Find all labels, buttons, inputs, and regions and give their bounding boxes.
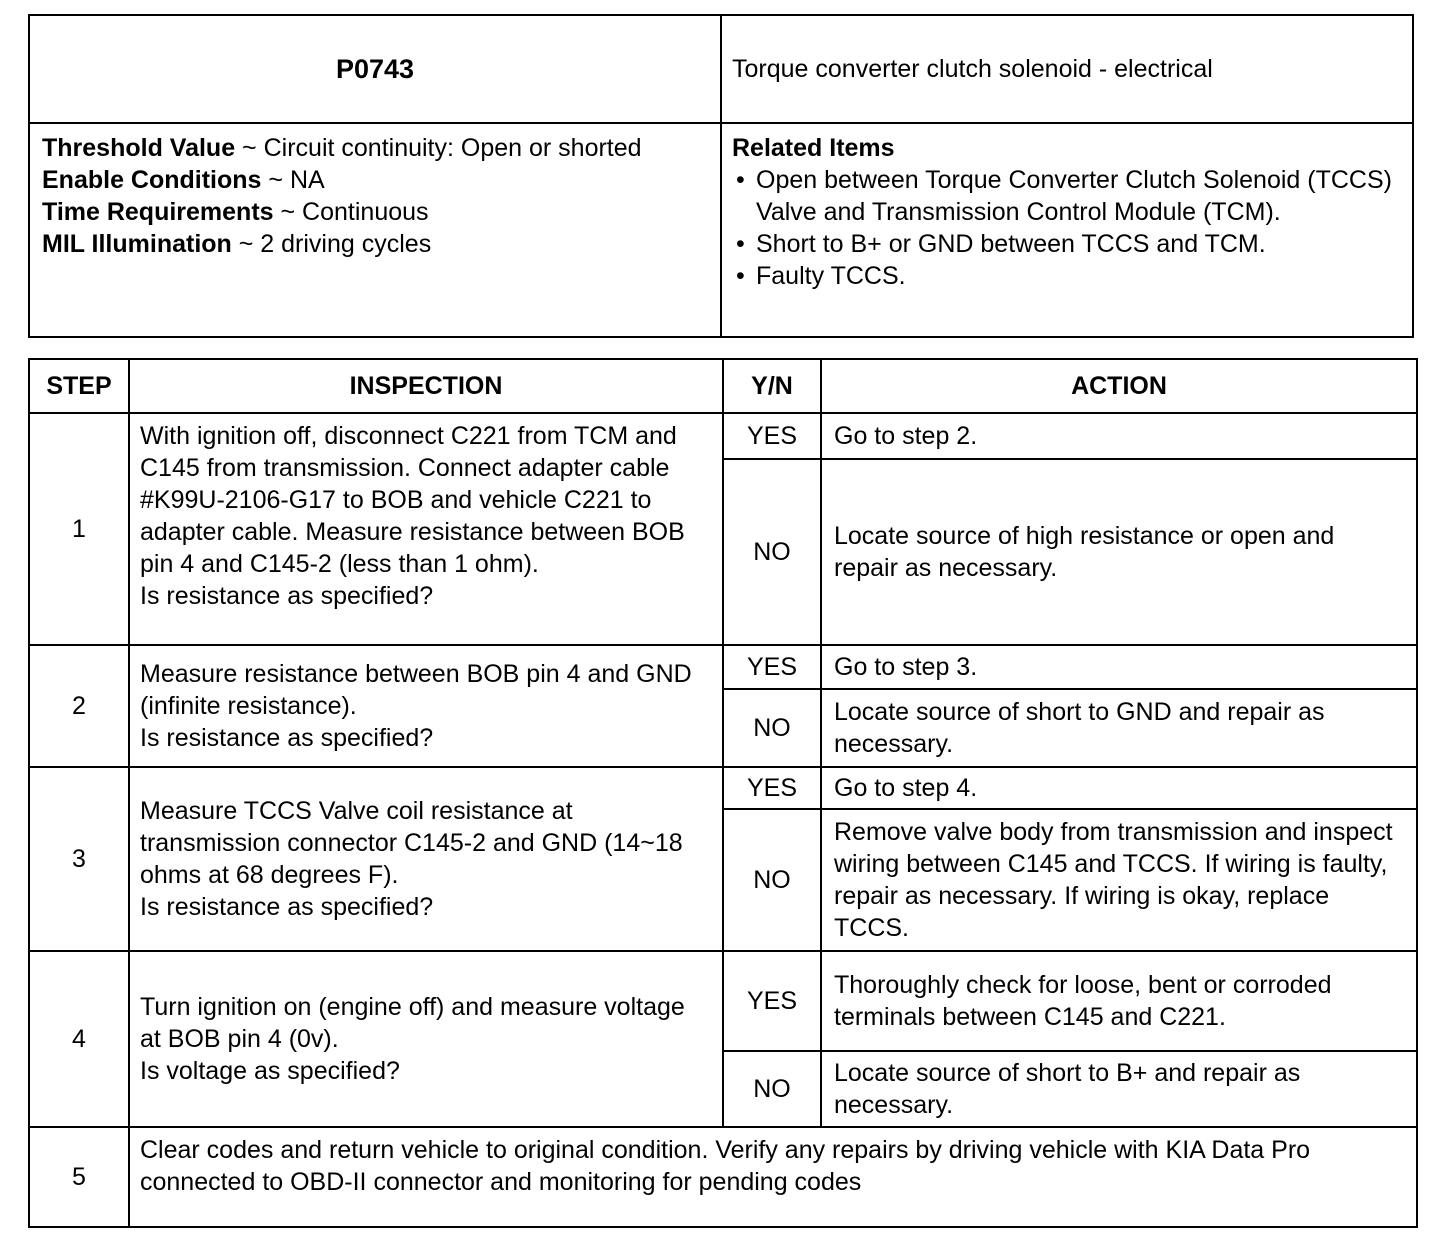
conditions-cell — [29, 123, 721, 337]
condition-label: MIL Illumination — [42, 230, 232, 258]
yes-label: YES — [723, 951, 821, 1051]
yes-action: Thoroughly check for loose, bent or corroded terminals between C145 and C221. — [821, 951, 1417, 1051]
header-action: ACTION — [821, 359, 1417, 413]
inspection-text: Measure resistance between BOB pin 4 and GND (infinite resistance). — [140, 660, 692, 720]
diagnostic-steps-table — [28, 358, 1418, 1228]
header-yn: Y/N — [723, 359, 821, 413]
yes-label: YES — [723, 645, 821, 689]
step-number: 1 — [29, 413, 129, 645]
no-label: NO — [723, 1051, 821, 1127]
inspection-text: Measure TCCS Valve coil resistance at transmission connector C145-2 and GND (14~18 ohms at 68 degrees F). — [140, 797, 683, 889]
condition-value: ~ 2 driving cycles — [231, 230, 432, 258]
inspection-question: Is voltage as specified? — [140, 1057, 400, 1085]
condition-threshold — [42, 132, 708, 164]
dtc-header-table — [28, 14, 1414, 338]
inspection-text: With ignition off, disconnect C221 from TCM and C145 from transmission. Connect adapter cable #K99U-2106-G17 to BOB and vehicle C221 to adapter cable. Measure resistance between BOB pin 4 and C145-2 (less than 1 ohm). — [140, 422, 685, 578]
no-action: Locate source of short to B+ and repair as necessary. — [821, 1051, 1417, 1127]
dtc-code: P0743 — [29, 15, 721, 123]
step-inspection — [129, 645, 723, 767]
yes-action: Go to step 3. — [821, 645, 1417, 689]
condition-mil — [42, 228, 708, 260]
related-items-cell — [721, 123, 1413, 337]
yes-label: YES — [723, 767, 821, 809]
table-header-row — [29, 359, 1417, 413]
no-label: NO — [723, 689, 821, 767]
inspection-question: Is resistance as specified? — [140, 724, 434, 752]
related-item: • Short to B+ or GND between TCCS and TCM. — [732, 228, 1402, 260]
condition-enable — [42, 164, 708, 196]
condition-label: Time Requirements — [42, 198, 274, 226]
table-row — [29, 413, 1417, 459]
yes-action: Go to step 2. — [821, 413, 1417, 459]
related-items-title: Related Items — [732, 134, 895, 162]
step-number: 4 — [29, 951, 129, 1127]
condition-value: ~ Circuit continuity: Open or shorted — [235, 134, 642, 162]
related-items-list — [732, 164, 1402, 292]
step-number: 5 — [29, 1127, 129, 1227]
table-row — [29, 645, 1417, 689]
header-inspection: INSPECTION — [129, 359, 723, 413]
inspection-question: Is resistance as specified? — [140, 582, 434, 610]
inspection-text: Turn ignition on (engine off) and measure voltage at BOB pin 4 (0v). — [140, 993, 685, 1053]
condition-label: Enable Conditions — [42, 166, 262, 194]
final-step-text: Clear codes and return vehicle to original condition. Verify any repairs by driving vehicle with KIA Data Pro connected to OBD-II connector and monitoring for pending codes — [129, 1127, 1417, 1227]
related-item: • Open between Torque Converter Clutch Solenoid (TCCS) Valve and Transmission Control Module (TCM). — [732, 164, 1402, 228]
no-label: NO — [723, 809, 821, 951]
step-inspection — [129, 767, 723, 951]
no-action: Locate source of short to GND and repair as necessary. — [821, 689, 1417, 767]
condition-label: Threshold Value — [42, 134, 236, 162]
condition-value: ~ Continuous — [273, 198, 429, 226]
step-inspection — [129, 413, 723, 645]
yes-action: Go to step 4. — [821, 767, 1417, 809]
no-action: Locate source of high resistance or open and repair as necessary. — [821, 459, 1417, 645]
header-step: STEP — [29, 359, 129, 413]
step-inspection — [129, 951, 723, 1127]
related-item: • Faulty TCCS. — [732, 260, 1402, 292]
inspection-question: Is resistance as specified? — [140, 893, 434, 921]
yes-label: YES — [723, 413, 821, 459]
no-action: Remove valve body from transmission and inspect wiring between C145 and TCCS. If wiring is faulty, repair as necessary. If wiring is okay, replace TCCS. — [821, 809, 1417, 951]
table-row — [29, 951, 1417, 1051]
step-number: 2 — [29, 645, 129, 767]
table-row — [29, 767, 1417, 809]
no-label: NO — [723, 459, 821, 645]
table-row — [29, 1127, 1417, 1227]
step-number: 3 — [29, 767, 129, 951]
dtc-description: Torque converter clutch solenoid - electrical — [721, 15, 1413, 123]
condition-time — [42, 196, 708, 228]
condition-value: ~ NA — [261, 166, 325, 194]
